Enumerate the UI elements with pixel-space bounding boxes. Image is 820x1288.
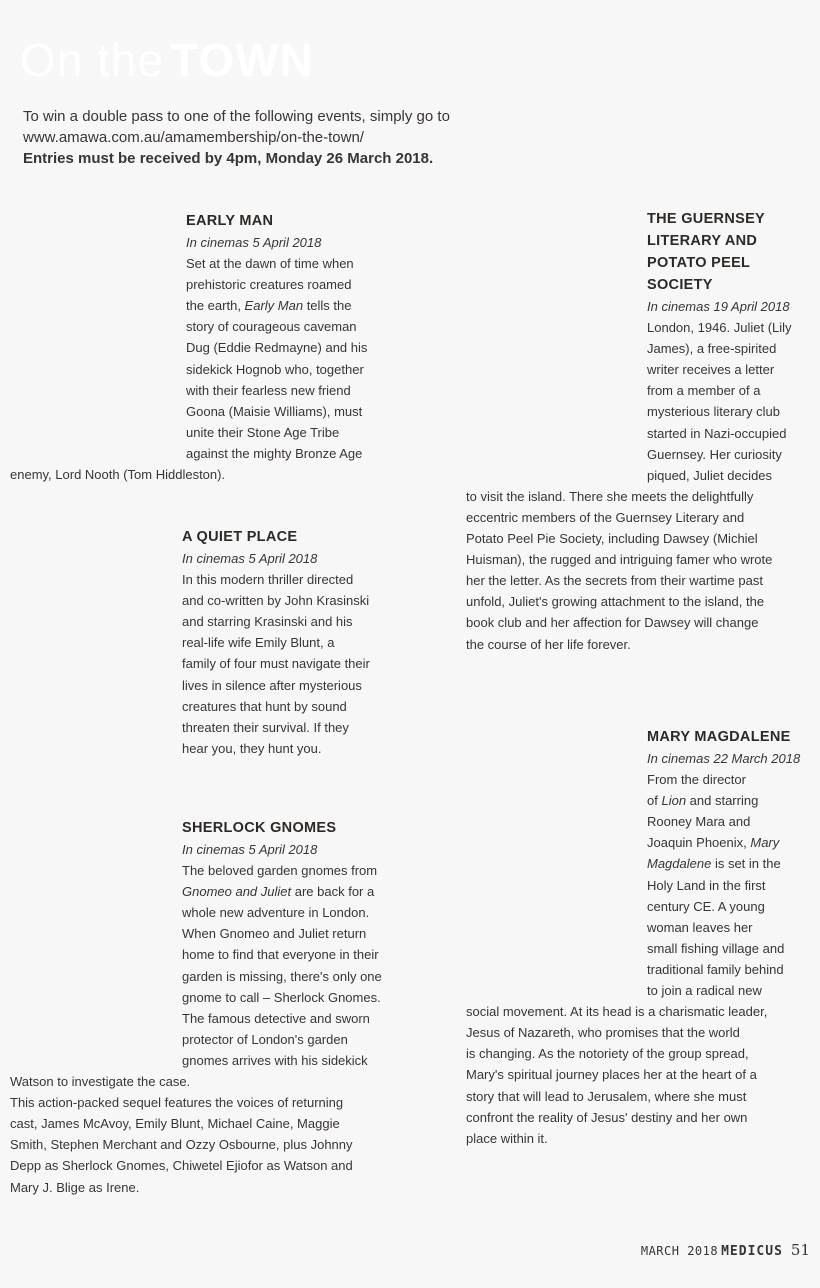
entry-url[interactable]: www.amawa.com.au/amamembership/on-the-town/ (23, 129, 364, 146)
intro-line: To win a double pass to one of the following events, simply go to (23, 108, 450, 125)
body-line: lives in silence after mysterious (182, 677, 362, 693)
body-line: Dug (Eddie Redmayne) and his (186, 340, 368, 356)
section-masthead (20, 30, 314, 90)
article-title: EARLY MAN (186, 213, 274, 229)
body-line: her the letter. As the secrets from their wartime past (466, 573, 763, 589)
film-title: Gnomeo and Juliet (182, 884, 292, 900)
body-line: confront the reality of Jesus' destiny and her own (466, 1109, 748, 1125)
article-title: SHERLOCK GNOMES (182, 820, 337, 836)
body-line: to join a radical new (647, 983, 762, 999)
body-line: woman leaves her (647, 919, 753, 935)
body-line: Mary's spiritual journey places her at the heart of a (466, 1067, 757, 1083)
body-line: Joaquin Phoenix, Mary (647, 835, 780, 851)
body-line: hear you, they hunt you. (182, 740, 322, 756)
article-guernsey-society (466, 208, 814, 655)
body-line: is changing. As the notoriety of the group spread, (466, 1046, 749, 1062)
body-line: started in Nazi-occupied (647, 425, 787, 441)
release-date: In cinemas 19 April 2018 (647, 299, 790, 314)
body-line: Depp as Sherlock Gnomes, Chiwetel Ejiofor as Watson and (10, 1158, 353, 1174)
film-title: Mary (750, 835, 780, 851)
body-line: Watson to investigate the case. (10, 1074, 191, 1090)
body-line: to visit the island. There she meets the delightfully (466, 488, 754, 504)
article-mary-magdalene (466, 726, 814, 1149)
body-line: piqued, Juliet decides (647, 467, 773, 483)
article-title: LITERARY AND (647, 233, 758, 249)
article-sherlock-gnomes (10, 817, 420, 1198)
body-line: The famous detective and sworn (182, 1010, 370, 1026)
article-title: A QUIET PLACE (182, 529, 298, 545)
body-line: gnomes arrives with his sidekick (182, 1052, 368, 1068)
body-line: cast, James McAvoy, Emily Blunt, Michael Caine, Maggie (10, 1116, 340, 1132)
body-line: social movement. At its head is a charismatic leader, (466, 1004, 768, 1020)
body-line: and starring Krasinski and his (182, 614, 353, 630)
film-title: Lion (661, 793, 687, 809)
film-title: Early Man (244, 298, 304, 314)
body-line: In this modern thriller directed (182, 572, 354, 588)
body-line: Gnomeo and Juliet are back for a (182, 884, 375, 900)
release-date: In cinemas 22 March 2018 (647, 751, 801, 766)
body-line: home to find that everyone in their (182, 947, 379, 963)
page-number: 51 (790, 1241, 810, 1259)
body-line: prehistoric creatures roamed (186, 277, 352, 293)
body-line: James), a free-spirited (647, 341, 777, 357)
body-line: From the director (647, 772, 746, 788)
body-line: real-life wife Emily Blunt, a (182, 635, 335, 651)
body-line: eccentric members of the Guernsey Literary and (466, 509, 745, 525)
page-footer (641, 1240, 810, 1262)
article-a-quiet-place (182, 526, 422, 759)
body-line: place within it. (466, 1130, 548, 1146)
body-line: story that will lead to Jerusalem, where she must (466, 1088, 747, 1104)
body-line: with their fearless new friend (186, 382, 351, 398)
body-line: When Gnomeo and Juliet return (182, 926, 367, 942)
release-date: In cinemas 5 April 2018 (182, 551, 318, 566)
body-line: Mary J. Blige as Irene. (10, 1179, 140, 1195)
body-line: mysterious literary club (647, 404, 780, 420)
body-line: threaten their survival. If they (182, 719, 349, 735)
body-line: London, 1946. Juliet (Lily (647, 320, 792, 336)
article-title: SOCIETY (647, 277, 713, 293)
body-line: whole new adventure in London. (182, 905, 370, 921)
body-line: garden is missing, there's only one (182, 968, 382, 984)
article-title: THE GUERNSEY (647, 211, 766, 227)
body-line: writer receives a letter (647, 362, 775, 378)
body-line: from a member of a (647, 383, 761, 399)
film-title: Magdalene (647, 856, 712, 872)
body-line: protector of London's garden (182, 1031, 348, 1047)
body-line: and co-written by John Krasinski (182, 593, 370, 609)
body-line: unite their Stone Age Tribe (186, 424, 340, 440)
masthead-bold: TOWN (170, 34, 314, 86)
body-line: Holy Land in the first (647, 877, 766, 893)
body-line: book club and her affection for Dawsey will change (466, 615, 759, 631)
body-line: of Lion and starring (647, 793, 759, 809)
body-line: Smith, Stephen Merchant and Ozzy Osbourne, plus Johnny (10, 1137, 353, 1153)
body-line: sidekick Hognob who, together (186, 361, 364, 377)
body-line: traditional family behind (647, 961, 784, 977)
body-line: small fishing village and (647, 940, 785, 956)
body-line: the course of her life forever. (466, 636, 631, 652)
body-line: Jesus of Nazareth, who promises that the world (466, 1025, 740, 1041)
body-line: Goona (Maisie Williams), must (186, 403, 363, 419)
body-line: The beloved garden gnomes from (182, 863, 378, 879)
body-line: Potato Peel Pie Society, including Dawsey (Michiel (466, 531, 758, 547)
body-line: Rooney Mara and (647, 814, 751, 830)
article-title: POTATO PEEL (647, 255, 751, 271)
release-date: In cinemas 5 April 2018 (182, 842, 318, 857)
article-title: MARY MAGDALENE (647, 729, 791, 745)
issue-month: MARCH 2018 (640, 1244, 719, 1258)
body-line: the earth, Early Man tells the (186, 298, 352, 314)
body-line: unfold, Juliet's growing attachment to the island, the (466, 594, 765, 610)
magazine-name: MEDICUS (721, 1244, 783, 1259)
body-line: Magdalene is set in the (647, 856, 781, 872)
article-early-man (10, 210, 410, 485)
body-line: enemy, Lord Nooth (Tom Hiddleston). (10, 467, 226, 483)
intro-block (23, 106, 583, 169)
body-line: This action-packed sequel features the voices of returning (10, 1095, 344, 1111)
entry-deadline: Entries must be received by 4pm, Monday 26 March 2018. (23, 150, 434, 167)
body-line: Set at the dawn of time when (186, 256, 354, 272)
body-line: Huisman), the rugged and intriguing famer who wrote (466, 552, 773, 568)
body-line: gnome to call – Sherlock Gnomes. (182, 989, 381, 1005)
body-line: Guernsey. Her curiosity (647, 446, 782, 462)
body-line: against the mighty Bronze Age (186, 445, 363, 461)
body-line: story of courageous caveman (186, 319, 357, 335)
body-line: creatures that hunt by sound (182, 698, 347, 714)
body-line: family of four must navigate their (182, 656, 370, 672)
body-line: century CE. A young (647, 898, 765, 914)
release-date: In cinemas 5 April 2018 (186, 235, 322, 250)
masthead-light: On the (20, 34, 165, 86)
